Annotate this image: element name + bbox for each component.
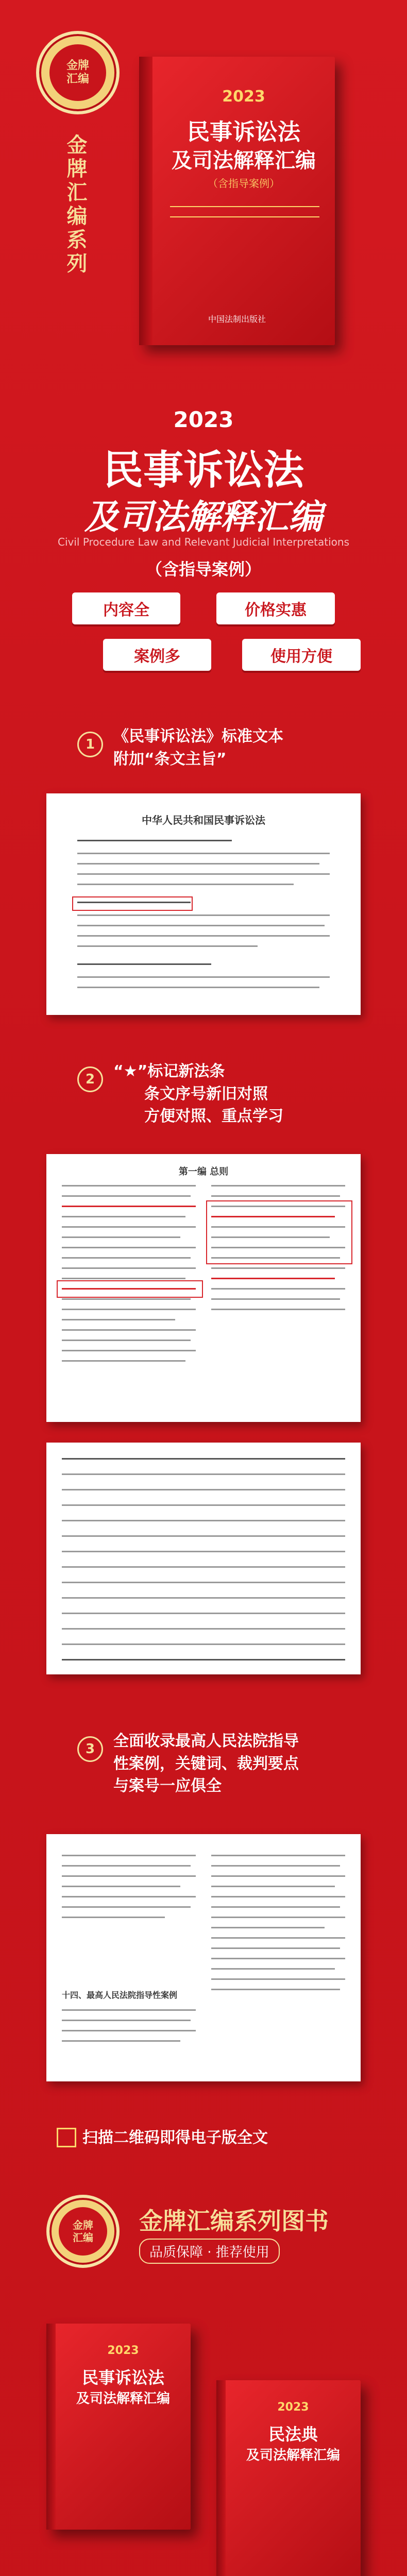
series-vertical-label: 金牌汇编系列 [63,134,87,276]
feature-3-number: 3 [77,1736,103,1762]
hero-book-title-2: 及司法解释汇编 [172,148,316,173]
feature-1-line1: 《民事诉讼法》标准文本 [113,727,283,745]
doc-page-3 [46,1834,361,2081]
feature-3-line3: 与案号一应俱全 [113,1777,222,1795]
selling-point-4: 使用方便 [242,639,361,671]
headline-title-2: 及司法解释汇编 [84,497,323,537]
series-badge [36,31,120,114]
doc3-title: 十四、最高人民法院指导性案例 [62,1990,178,2000]
hero-book-publisher: 中国法制出版社 [208,314,266,324]
series-book-1-title2: 及司法解释汇编 [76,2391,170,2406]
hero-book-divider [170,206,319,207]
doc1-title: 中华人民共和国民事诉讼法 [142,814,265,826]
feature-1-line2: 附加“条文主旨” [113,750,227,768]
headline-title-1: 民事诉讼法 [103,447,304,494]
series-slogan: 品质保障 · 推荐使用 [139,2239,280,2264]
hero-book-cover [139,57,335,345]
feature-2-number: 2 [77,1066,103,1092]
headline-english: Civil Procedure Law and Relevant Judicial Interpretations [57,536,349,548]
series-badge-line1: 金牌 [73,2219,93,2231]
feature-1-number: 1 [77,732,103,757]
hero-book-year: 2023 [222,88,265,106]
doc-page-table [46,1443,361,1674]
hero-book-subtitle: （含指导案例） [208,177,280,190]
doc-page-2 [46,1154,361,1422]
series-title: 金牌汇编系列图书 [139,2207,329,2235]
gift-icon [57,2128,76,2147]
doc-page-1 [46,793,361,1015]
selling-point-3: 案例多 [103,639,211,671]
hero-book-divider-2 [170,216,319,217]
badge-line1: 金牌 [66,59,89,72]
selling-point-2: 价格实惠 [216,592,335,624]
feature-3-line1: 全面收录最高人民法院指导 [113,1732,299,1750]
series-book-2-title2: 及司法解释汇编 [246,2448,340,2463]
feature-3-line2: 性案例，关键词、裁判要点 [113,1754,299,1773]
book-spine [139,57,152,345]
headline-year: 2023 [173,407,234,432]
series-badge-line2: 汇编 [73,2231,93,2244]
feature-2-line1: “★”标记新法条 [113,1062,225,1080]
series-badge-2 [46,2195,120,2268]
series-book-1 [46,2324,191,2530]
feature-1-text [113,725,283,770]
feature-2-line3: 方便对照、重点学习 [144,1107,283,1125]
series-book-2-year: 2023 [277,2401,309,2414]
series-book-1-year: 2023 [107,2344,139,2357]
feature-3-text [113,1730,299,1798]
series-book-2-title1: 民法典 [268,2425,318,2444]
doc2-title: 第一编 总则 [178,1166,229,1177]
feature-2-line2: 条文序号新旧对照 [144,1084,268,1103]
headline-subtitle: （含指导案例） [145,560,261,579]
hero-book-title-1: 民事诉讼法 [187,119,300,145]
series-book-1-title1: 民事诉讼法 [81,2368,164,2387]
qr-note: 扫描二维码即得电子版全文 [82,2129,268,2147]
feature-2-text [113,1060,283,1128]
badge-line2: 汇编 [66,73,89,86]
series-book-2 [216,2380,361,2576]
selling-point-1: 内容全 [72,592,180,624]
